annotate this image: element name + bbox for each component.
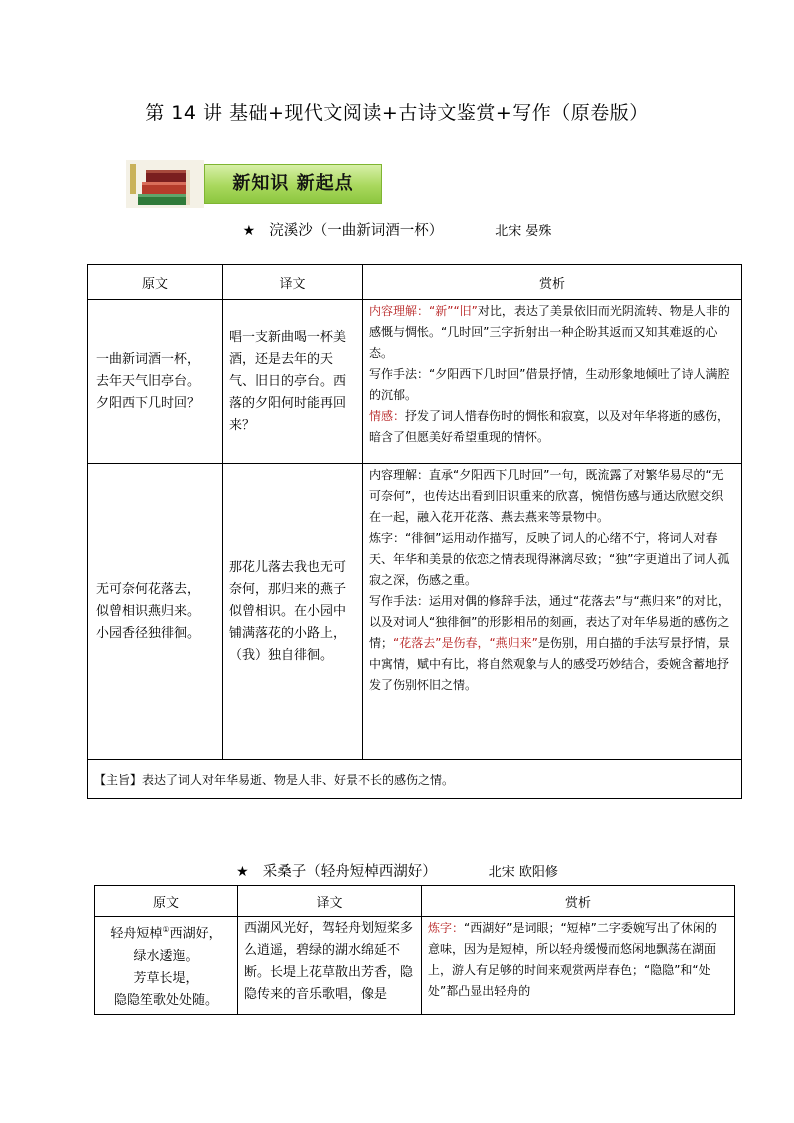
analysis-paragraph	[369, 528, 735, 591]
original-line: 一曲新词酒一杯，	[96, 351, 201, 367]
analysis-text: 运用对偶的修辞手法，通过“花落去”与“燕归来”的对比，以及对词人“独徘徊”的形影相吊的刻画，表达了对年华易逝的感伤之情；	[369, 594, 730, 650]
star-icon: ★	[242, 223, 256, 239]
gist-text: 表达了词人对年华易逝、物是人非、好景不长的感伤之情。	[142, 772, 455, 787]
poem2-author: 北宋 欧阳修	[488, 865, 558, 880]
original-line: 夕阳西下几时回？	[96, 395, 201, 411]
analysis-label: 炼字：	[428, 921, 465, 935]
original-cell	[88, 300, 223, 464]
translation-cell: 西湖风光好，驾轻舟划短桨多么逍遥，碧绿的湖水绵延不断。长堤上花草散出芳香，隐隐传来的音乐歌唱，像是	[238, 917, 422, 1015]
original-line: 去年天气旧亭台。	[96, 373, 201, 389]
gist-label: 【主旨】	[94, 772, 143, 787]
books-icon	[124, 160, 204, 208]
poem1-table	[87, 264, 742, 799]
original-line: 轻舟短棹①西湖好，	[110, 925, 222, 942]
analysis-paragraph	[369, 301, 735, 364]
analysis-text: “徘徊”运用动作描写，反映了词人的心绪不宁，将词人对春天、年华和美景的依恋之情表现得淋漓尽致；“独”字更道出了词人孤寂之深，伤感之重。	[369, 531, 730, 587]
footnote-mark: ①	[162, 925, 170, 935]
star-icon: ★	[236, 864, 249, 880]
header-translation: 译文	[238, 886, 422, 917]
translation-cell: 那花儿落去我也无可奈何，那归来的燕子似曾相识。在小园中铺满落花的小路上，（我）独自徘徊。	[223, 464, 363, 760]
table-row	[88, 300, 742, 464]
analysis-text: “夕阳西下几时回”借景抒情，生动形象地倾吐了诗人满腔的沉郁。	[369, 367, 730, 402]
gist-row	[88, 760, 742, 799]
header-original: 原文	[95, 886, 238, 917]
original-line: 小园香径独徘徊。	[96, 625, 201, 641]
analysis-cell	[363, 300, 742, 464]
table-header-row	[88, 265, 742, 300]
analysis-label: 炼字：	[369, 531, 406, 545]
analysis-label: 情感：	[369, 409, 406, 423]
analysis-cell	[363, 464, 742, 760]
analysis-paragraph	[369, 465, 735, 528]
analysis-paragraph	[369, 406, 735, 448]
analysis-paragraph	[428, 918, 728, 1002]
original-line: 芳草长堤，	[133, 970, 199, 986]
poem2-title: 采桑子（轻舟短棹西湖好）	[262, 864, 437, 880]
table-row	[88, 464, 742, 760]
original-line: 绿水逶迤。	[133, 948, 199, 964]
original-line: 隐隐笙歌处处随。	[113, 992, 218, 1008]
analysis-cell	[422, 917, 735, 1015]
original-cell	[88, 464, 223, 760]
original-line: 似曾相识燕归来。	[96, 603, 201, 619]
analysis-label: 写作手法：	[369, 367, 430, 381]
original-line: 无可奈何花落去，	[96, 581, 201, 597]
analysis-text: 是伤别，用白描的手法写景抒情，景中寓情，赋中有比，将自然观象与人的感受巧妙结合，委婉含蓄地抒发了伤别怀旧之情。	[369, 636, 730, 692]
table-header-row	[95, 886, 735, 917]
poem2-heading	[0, 860, 794, 881]
highlight-text: “新”“旧”	[429, 304, 478, 318]
original-cell	[95, 917, 238, 1015]
analysis-text: 抒发了词人惜春伤时的惆怅和寂寞，以及对年华将逝的感伤，暗含了但愿美好希望重现的情怀。	[369, 409, 730, 444]
poem1-heading	[0, 219, 794, 240]
analysis-text: “西湖好”是词眼；“短棹”二字委婉写出了休闲的意味，因为是短棹，所以轻舟缓慢而悠闲地飘荡在湖面上，游人有足够的时间来观赏两岸春色；“隐隐”和“处处”都凸显出轻舟的	[428, 921, 717, 998]
analysis-paragraph	[369, 591, 735, 696]
analysis-label: 内容理解：	[369, 304, 430, 318]
analysis-label: 写作手法：	[369, 594, 430, 608]
header-translation: 译文	[223, 265, 363, 300]
analysis-text: 直承“夕阳西下几时回”一句，既流露了对繁华易尽的“无可奈何”，也传达出看到旧识重来的欣喜，惋惜伤感与通达欣慰交织在一起，融入花开花落、燕去燕来等景物中。	[369, 468, 724, 524]
gist-cell	[88, 760, 742, 799]
header-original: 原文	[88, 265, 223, 300]
header-analysis: 赏析	[422, 886, 735, 917]
poem2-table	[94, 885, 735, 1015]
analysis-paragraph	[369, 364, 735, 406]
analysis-label: 内容理解：	[369, 468, 430, 482]
analysis-text: 对比，表达了美景依旧而光阴流转、物是人非的感慨与惆怅。“几时回”三字折射出一种企盼其返而又知其难返的心态。	[369, 304, 730, 360]
poem1-title: 浣溪沙（一曲新词酒一杯）	[269, 223, 444, 239]
highlight-text: “花落去”是伤春，“燕归来”	[393, 636, 538, 650]
section-banner	[124, 160, 382, 208]
page-title: 第 14 讲 基础+现代文阅读+古诗文鉴赏+写作（原卷版）	[145, 102, 649, 124]
table-row	[95, 917, 735, 1015]
banner-label: 新知识 新起点	[204, 164, 382, 204]
header-analysis: 赏析	[363, 265, 742, 300]
translation-cell: 唱一支新曲喝一杯美酒，还是去年的天气、旧日的亭台。西落的夕阳何时能再回来？	[223, 300, 363, 464]
poem1-author: 北宋 晏殊	[495, 224, 552, 239]
